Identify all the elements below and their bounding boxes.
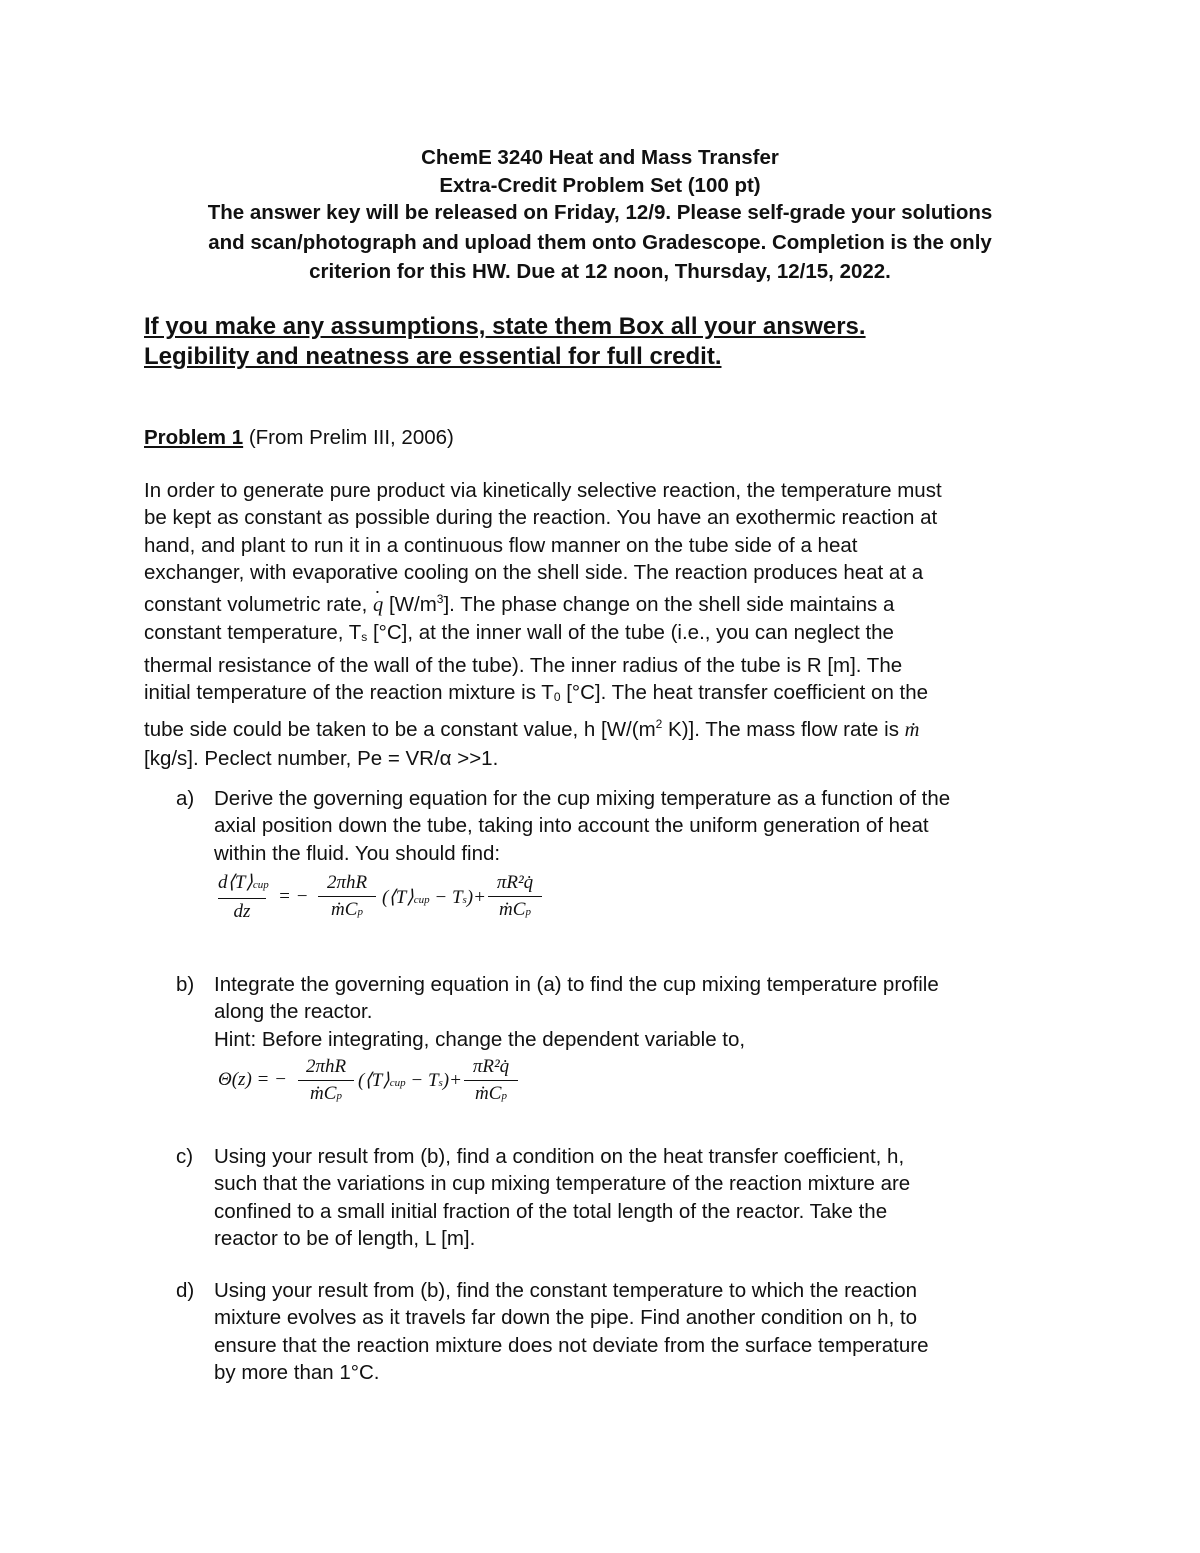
part-line: Derive the governing equation for the cup mixing temperature as a function of the bbox=[214, 787, 951, 810]
part-line: such that the variations in cup mixing temperature of the reaction mixture are bbox=[214, 1172, 911, 1196]
p-subscript: p bbox=[501, 1090, 507, 1103]
statement-line bbox=[144, 679, 1064, 711]
document-header bbox=[120, 144, 1080, 200]
source-den-text: ṁC bbox=[499, 899, 526, 921]
part-line: reactor to be of length, L [m]. bbox=[214, 1226, 476, 1250]
statement-text: initial temperature of the reaction mixture is T bbox=[144, 681, 554, 705]
part-line: Integrate the governing equation in (a) to find the cup mixing temperature profile bbox=[214, 973, 939, 996]
part-line: along the reactor. bbox=[214, 1000, 373, 1024]
notice-line: criterion for this HW. Due at 12 noon, Thursday, 12/15, 2022. bbox=[309, 260, 891, 283]
part-letter: b) bbox=[176, 973, 195, 996]
coefficient-fraction bbox=[298, 1056, 354, 1107]
coefficient-fraction bbox=[318, 872, 376, 923]
theta-lhs: Θ(z) = − bbox=[218, 1069, 287, 1090]
instructions-warning bbox=[144, 312, 1084, 372]
part-line: ensure that the reaction mixture does not deviate from the surface temperature bbox=[214, 1333, 929, 1357]
source-fraction bbox=[464, 1056, 518, 1107]
lhs-num-text: d⟨T⟩ bbox=[218, 872, 253, 893]
part-letter: a) bbox=[176, 787, 195, 810]
statement-text: ]. The phase change on the shell side maintains a bbox=[443, 593, 895, 617]
coef-den-text: ṁC bbox=[331, 899, 358, 921]
p-subscript: p bbox=[336, 1090, 342, 1103]
fraction-bar bbox=[488, 896, 542, 897]
temperature-difference bbox=[358, 1069, 462, 1092]
coef-denominator bbox=[318, 899, 376, 923]
cup-subscript: cup bbox=[252, 879, 269, 891]
warning-line: Legibility and neatness are essential for full credit. bbox=[144, 343, 722, 370]
statement-text: K)]. The mass flow rate is bbox=[662, 718, 905, 742]
statement-line: be kept as constant as possible during the reaction. You have an exothermic reaction at bbox=[144, 506, 938, 530]
superscript: 3 bbox=[436, 592, 444, 607]
notice-line: The answer key will be released on Friday, 12/9. Please self-grade your solutions bbox=[207, 201, 993, 224]
part-line: mixture evolves as it travels far down the pipe. Find another condition on h, to bbox=[214, 1306, 918, 1330]
notice-line: and scan/photograph and upload them onto Gradescope. Completion is the only bbox=[208, 230, 992, 254]
theta-substitution bbox=[218, 1056, 528, 1114]
statement-line bbox=[144, 711, 1064, 744]
problem-statement bbox=[144, 477, 1064, 772]
superscript: 2 bbox=[655, 717, 663, 732]
lhs-fraction bbox=[218, 872, 269, 923]
problem-set-title: Extra-Credit Problem Set (100 pt) bbox=[439, 174, 761, 197]
coef-numerator: 2πhR bbox=[326, 872, 368, 893]
coef-numerator: 2πhR bbox=[305, 1056, 347, 1077]
statement-text: constant volumetric rate, bbox=[144, 593, 374, 617]
fraction-bar bbox=[218, 898, 266, 899]
statement-line: [kg/s]. Peclect number, Pe = VR/α >>1. bbox=[144, 746, 499, 770]
s-subscript: s bbox=[462, 894, 467, 906]
paren-text: (⟨T⟩ bbox=[382, 887, 414, 908]
paren-tail: − T bbox=[429, 887, 463, 908]
fraction-bar bbox=[464, 1080, 518, 1081]
problem-heading bbox=[144, 424, 454, 452]
source-fraction bbox=[488, 872, 542, 923]
source-den-text: ṁC bbox=[475, 1083, 502, 1105]
subscript: s bbox=[361, 630, 368, 645]
subscript: 0 bbox=[553, 690, 561, 705]
close-plus: )+ bbox=[442, 1070, 462, 1091]
statement-text: [W/m bbox=[383, 593, 437, 617]
due-notice bbox=[120, 198, 1080, 287]
s-subscript: s bbox=[438, 1077, 443, 1089]
statement-text: [°C], at the inner wall of the tube (i.e., you can neglect the bbox=[367, 621, 894, 645]
course-title: ChemE 3240 Heat and Mass Transfer bbox=[421, 146, 779, 169]
part-line: Using your result from (b), find a condition on the heat transfer coefficient, h, bbox=[214, 1145, 905, 1168]
statement-text: constant temperature, T bbox=[144, 621, 362, 645]
governing-equation bbox=[218, 872, 548, 934]
coef-den-text: ṁC bbox=[310, 1083, 337, 1105]
fraction-bar bbox=[298, 1080, 354, 1081]
source-denominator bbox=[488, 899, 542, 923]
statement-text: tube side could be taken to be a constant value, h [W/(m bbox=[144, 718, 656, 742]
problem-source: (From Prelim III, 2006) bbox=[243, 426, 454, 449]
equals-minus: = − bbox=[278, 886, 309, 907]
statement-line bbox=[144, 619, 1064, 651]
part-letter: d) bbox=[176, 1279, 195, 1302]
statement-line bbox=[144, 586, 1064, 619]
statement-line: In order to generate pure product via kinetically selective reaction, the temperature must bbox=[144, 479, 942, 502]
fraction-bar bbox=[318, 896, 376, 897]
part-line: axial position down the tube, taking into account the uniform generation of heat bbox=[214, 814, 929, 838]
p-subscript: p bbox=[525, 906, 531, 919]
paren-tail: − T bbox=[405, 1070, 439, 1091]
mdot-symbol: ṁ bbox=[904, 719, 920, 742]
problem-title: Problem 1 bbox=[144, 426, 244, 449]
part-line: by more than 1°C. bbox=[214, 1360, 380, 1384]
p-subscript: p bbox=[357, 906, 363, 919]
q-dot-symbol: q ˙ bbox=[373, 594, 383, 616]
coef-denominator bbox=[298, 1083, 354, 1107]
part-line: Using your result from (b), find the constant temperature to which the reaction bbox=[214, 1279, 918, 1302]
source-numerator: πR²q̇ bbox=[496, 872, 534, 893]
statement-line: exchanger, with evaporative cooling on the shell side. The reaction produces heat at a bbox=[144, 560, 924, 584]
cup-subscript: cup bbox=[389, 1077, 406, 1089]
part-letter: c) bbox=[176, 1145, 194, 1168]
warning-line: If you make any assumptions, state them Box all your answers. bbox=[144, 313, 866, 340]
close-plus: )+ bbox=[466, 887, 486, 908]
source-numerator: πR²q̇ bbox=[472, 1056, 510, 1077]
lhs-numerator bbox=[218, 872, 269, 896]
paren-text: (⟨T⟩ bbox=[358, 1070, 390, 1091]
cup-subscript: cup bbox=[413, 894, 430, 906]
statement-text: [°C]. The heat transfer coefficient on the bbox=[560, 681, 929, 705]
source-denominator bbox=[464, 1083, 518, 1107]
statement-line: hand, and plant to run it in a continuous flow manner on the tube side of a heat bbox=[144, 533, 858, 557]
part-line: confined to a small initial fraction of the total length of the reactor. Take the bbox=[214, 1199, 888, 1223]
part-line: within the fluid. You should find: bbox=[214, 841, 501, 865]
part-line: Hint: Before integrating, change the dependent variable to, bbox=[214, 1027, 746, 1051]
temperature-difference bbox=[382, 886, 486, 909]
statement-line: thermal resistance of the wall of the tube). The inner radius of the tube is R [m]. The bbox=[144, 653, 903, 677]
lhs-denominator: dz bbox=[233, 901, 251, 923]
